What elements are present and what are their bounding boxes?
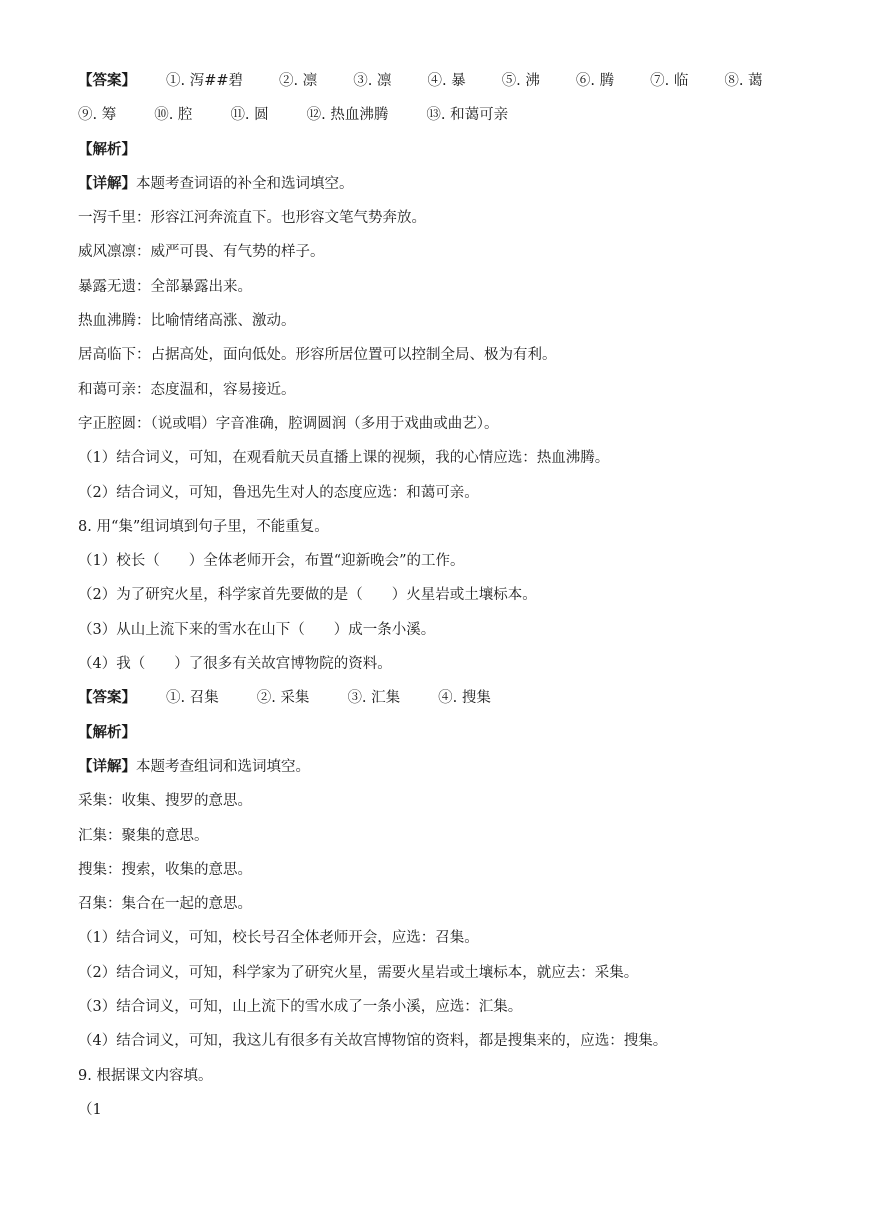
q8-analysis-heading [78, 716, 798, 750]
explanation-line: 召集：集合在一起的意思。 [78, 896, 252, 913]
explanation-line: （4）结合词义，可知，我这儿有很多有关故宫博物馆的资料，都是搜集来的，应选：搜集。 [78, 1033, 668, 1050]
explanation-line: （2）结合词义，可知，科学家为了研究火星，需要火星岩或土壤标本，就应去：采集。 [78, 964, 639, 981]
q8-answer-row [78, 681, 798, 715]
explanation-line: 采集：收集、搜罗的意思。 [78, 793, 252, 810]
answer-item: ①. 召集 [166, 690, 219, 707]
answer-item: ③. 汇集 [347, 690, 401, 707]
explanation-line: 字正腔圆：（说或唱）字音准确，腔调圆润（多用于戏曲或曲艺）。 [78, 415, 499, 432]
answer-item: ⑧. 蔼 [724, 73, 763, 89]
detail-tag: 【详解】 [78, 174, 136, 192]
answer-item: ②. 凛 [279, 73, 318, 89]
q8-title: 8. 用“集”组词填到句子里，不能重复。 [78, 518, 329, 535]
answer-item: ⑦. 临 [650, 73, 689, 89]
answer-item: ⑨. 筹 [78, 107, 117, 124]
answer-item: ③. 凛 [353, 73, 392, 89]
q7-answer-row-2 [78, 98, 798, 132]
answer-tag: 【答案】 [78, 72, 136, 89]
q8-detail-line [78, 750, 798, 784]
q9-title: 9. 根据课文内容填。 [78, 1067, 213, 1084]
explanation-line: 和蔼可亲：态度温和，容易接近。 [78, 381, 296, 398]
answer-tag: 【答案】 [78, 689, 136, 707]
answer-item: ⑪. 圆 [230, 107, 269, 124]
explanation-line: （1）结合词义，可知，校长号召全体老师开会，应选：召集。 [78, 930, 479, 947]
answer-item: ⑫. 热血沸腾 [306, 107, 389, 124]
explanation-line: 汇集：聚集的意思。 [78, 827, 209, 844]
explanation-line: 搜集：搜索，收集的意思。 [78, 861, 252, 878]
q8-item: （3）从山上流下来的雪水在山下（ ）成一条小溪。 [78, 621, 436, 638]
explanation-line: 热血沸腾：比喻情绪高涨、激动。 [78, 313, 296, 330]
analysis-tag: 【解析】 [78, 140, 136, 158]
answer-item: ④. 暴 [427, 73, 466, 89]
explanation-line: 一泻千里：形容江河奔流直下。也形容文笔气势奔放。 [78, 210, 426, 227]
q8-item: （2）为了研究火星，科学家首先要做的是（ ）火星岩或土壤标本。 [78, 587, 537, 604]
answer-item: ⑩. 腔 [154, 107, 193, 124]
detail-tag: 【详解】 [78, 757, 136, 775]
q8-item: （1）校长（ ）全体老师开会，布置“迎新晚会”的工作。 [78, 553, 465, 570]
detail-text: 本题考查组词和选词填空。 [136, 758, 310, 775]
explanation-line: 暴露无遗：全部暴露出来。 [78, 278, 252, 295]
q7-detail-line [78, 167, 798, 201]
answer-item: ①. 泻##碧 [166, 73, 244, 89]
answer-item: ⑤. 沸 [501, 73, 540, 89]
q9-partial-line: （1 [78, 1101, 102, 1118]
explanation-line: （2）结合词义，可知，鲁迅先生对人的态度应选：和蔼可亲。 [78, 484, 479, 501]
analysis-tag: 【解析】 [78, 723, 136, 741]
q7-analysis-heading [78, 133, 798, 167]
q8-item: （4）我（ ）了很多有关故宫博物院的资料。 [78, 656, 392, 673]
explanation-line: （3）结合词义，可知，山上流下的雪水成了一条小溪，应选：汇集。 [78, 999, 523, 1016]
answer-item: ④. 搜集 [438, 690, 491, 707]
detail-text: 本题考查词语的补全和选词填空。 [136, 175, 354, 192]
answer-item: ⑬. 和蔼可亲 [426, 107, 509, 124]
document-page [78, 64, 798, 1127]
explanation-line: 威风凛凛：威严可畏、有气势的样子。 [78, 244, 325, 261]
explanation-line: 居高临下：占据高处，面向低处。形容所居位置可以控制全局、极为有利。 [78, 347, 557, 364]
q7-answer-row-1 [78, 64, 798, 98]
answer-item: ⑥. 腾 [575, 73, 615, 89]
answer-item: ②. 采集 [256, 690, 310, 707]
explanation-line: （1）结合词义，可知，在观看航天员直播上课的视频，我的心情应选：热血沸腾。 [78, 450, 610, 467]
